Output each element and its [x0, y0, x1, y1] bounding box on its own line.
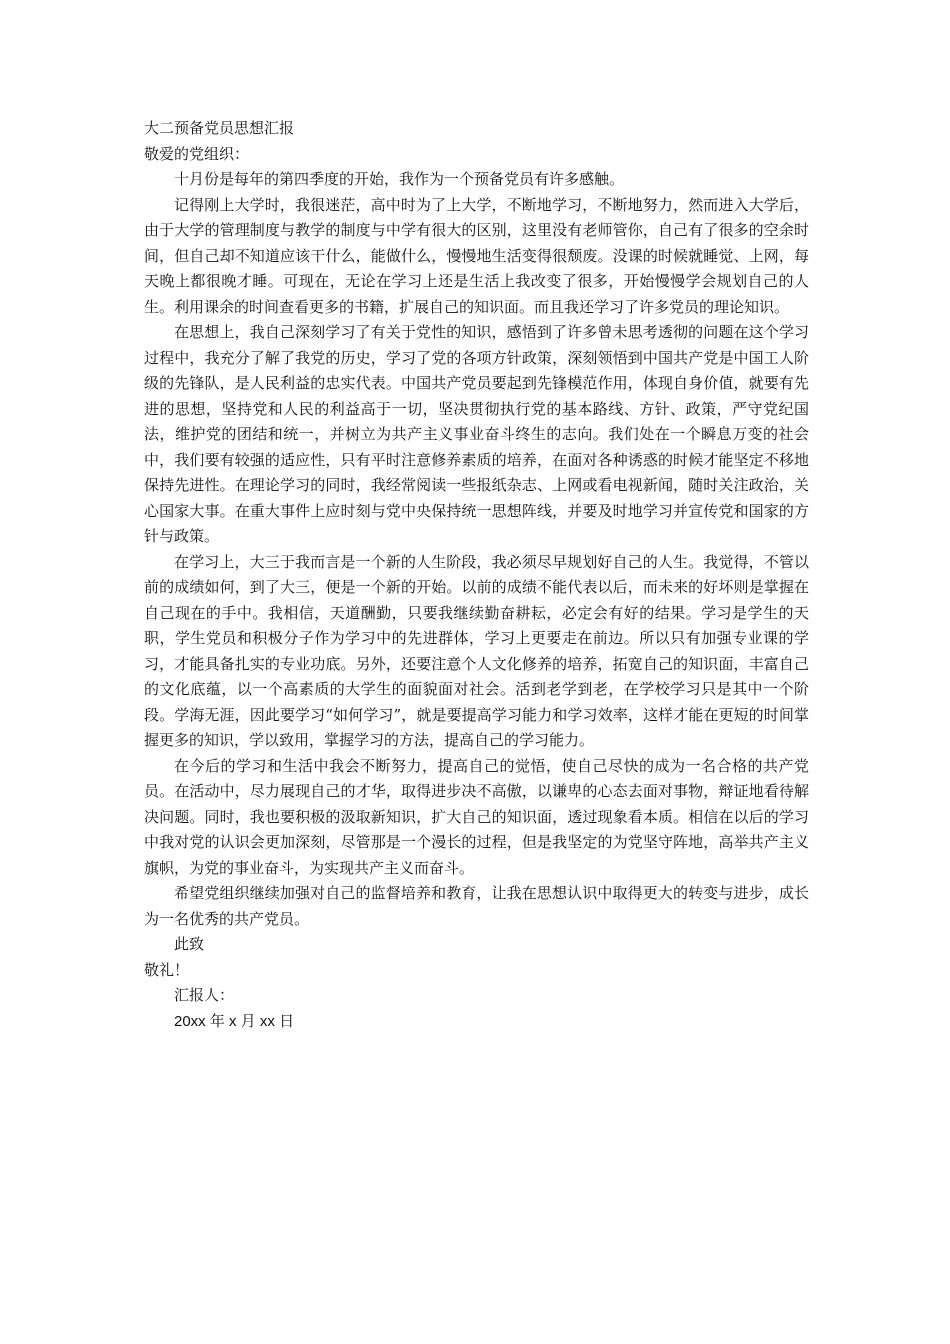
- salutation: 敬爱的党组织：: [144, 144, 250, 163]
- date-month: x: [229, 1012, 237, 1030]
- paragraph-ideology: 在思想上，我自己深刻学习了有关于党性的知识，感悟到了许多曾未思考透彻的问题在这个学习过程中，我充分了解了我党的历史，学习了党的各项方针政策，深刻领悟到中国共产党是中国工人阶级的先锋队，是人民利益的忠实代表。中国共产党员要起到先锋模范作用，体现自身价值，就要有先进的思想，坚持党和人民的利益高于一切，坚决贯彻执行党的基本路线、方针、政策，严守党纪国法，维护党的团结和统一，并树立为共产主义事业奋斗终生的志向。我们处在一个瞬息万变的社会中，我们要有较强的适应性，只有平时注意修养素质的培养，在面对各种诱惑的时候才能坚定不移地保持先进性。在理论学习的同时，我经常阅读一些报纸杂志、上网或看电视新闻，随时关注政治，关心国家大事。在重大事件上应时刻与党中央保持统一思想阵线，并要及时地学习并宣传党和国家的方针与政策。: [144, 323, 809, 545]
- date-day: xx: [259, 1012, 275, 1030]
- paragraph-college-life: 记得刚上大学时，我很迷茫，高中时为了上大学，不断地学习，不断地努力，然而进入大学后，由于大学的管理制度与教学的制度与中学有很大的区别，这里没有老师管你，自己有了很多的空余时间，但自己却不知道应该干什么，能做什么，慢慢地生活变得很颓废。没课的时候就睡觉、上网，每天晚上都很晚才睡。可现在，无论在学习上还是生活上我改变了很多，开始慢慢学会规划自己的人生。利用课余的时间查看更多的书籍，扩展自己的知识面。而且我还学习了许多党员的理论知识。: [144, 195, 809, 316]
- regards: 敬礼！: [144, 960, 190, 979]
- paragraph-study: 在学习上，大三于我而言是一个新的人生阶段，我必须尽早规划好自己的人生。我觉得，不管以前的成绩如何，到了大三，便是一个新的开始。以前的成绩不能代表以后，而未来的好坏则是掌握在自己现在的手中。我相信，天道酬勤，只要我继续勤奋耕耘，必定会有好的结果。学习是学生的天职，学生党员和积极分子作为学习中的先进群体，学习上更要走在前边。所以只有加强专业课的学习，才能具备扎实的专业功底。另外，还要注意个人文化修养的培养，拓宽自己的知识面，丰富自己的文化底蕴，以一个高素质的大学生的面貌面对社会。活到老学到老，在学校学习只是其中一个阶段。学海无涯，因此要学习“如何学习”，就是要提高学习能力和学习效率，这样才能在更短的时间掌握更多的知识，学以致用，掌握学习的方法，提高自己的学习能力。: [144, 552, 809, 749]
- paragraph-future: 在今后的学习和生活中我会不断努力，提高自己的觉悟，使自己尽快的成为一名合格的共产党员。在活动中，尽力展现自己的才华，取得进步决不高傲，以谦卑的心态去面对事物，辩证地看待解决问题。同时，我也要积极的汲取新知识，扩大自己的知识面，透过现象看本质。相信在以后的学习中我对党的认识会更加深刻，尽管那是一个漫长的过程，但是我坚定的为党坚守阵地，高举共产主义旗帜，为党的事业奋斗，为实现共产主义而奋斗。: [144, 756, 809, 877]
- date-month-unit: 月: [240, 1011, 256, 1030]
- date-year: 20xx: [174, 1012, 206, 1030]
- document-page: [144, 116, 809, 1034]
- paragraph-intro: 十月份是每年的第四季度的开始，我作为一个预备党员有许多感触。: [174, 170, 625, 188]
- date-year-unit: 年: [209, 1011, 225, 1030]
- closing: 此致: [174, 935, 205, 953]
- paragraph-hope: 希望党组织继续加强对自己的监督培养和教育，让我在思想认识中取得更大的转变与进步，成长为一名优秀的共产党员。: [144, 884, 809, 928]
- reporter-label: 汇报人：: [174, 986, 235, 1004]
- date-day-unit: 日: [279, 1011, 295, 1030]
- document-title: 大二预备党员思想汇报: [144, 119, 295, 137]
- report-date: [144, 1009, 809, 1035]
